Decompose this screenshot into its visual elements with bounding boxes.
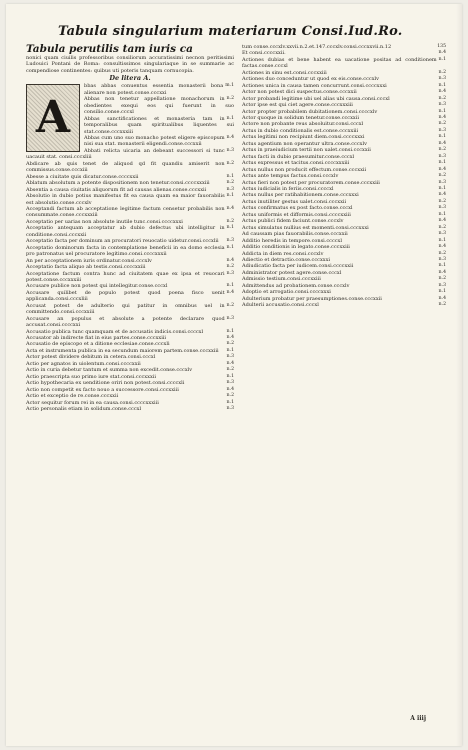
entry-text: Administrator potest agere.conse.cccxl xyxy=(242,269,342,276)
initial-block xyxy=(26,83,234,412)
entry-reference: n.2 xyxy=(226,180,234,186)
entry-reference: n.1 xyxy=(438,160,446,166)
entry-reference: n.2 xyxy=(438,69,446,75)
entry-text: Abbati relicta uicaria an debeant successori si tunc uacauit stat. consi.cccxliii xyxy=(26,147,225,161)
entry-reference: n.4 xyxy=(438,114,446,120)
entry-reference: n.4 xyxy=(226,205,234,211)
entry-reference: n.1 xyxy=(226,244,234,250)
entry-reference: n.2 xyxy=(226,218,234,224)
table-title: Tabula perutilis tam iuris ca xyxy=(26,43,193,55)
entry-reference: n.1 xyxy=(226,173,234,179)
entry-text: Acceptatio per uarias non absolute inutile tunc.consi.ccccxxxi xyxy=(26,218,183,225)
entry-text: Acceptatio dominorum facta in contemplatione beneficii in ea domo ecclesia pro patronatus uel procuratore legitimo.consi.ccccxxxii xyxy=(26,244,225,258)
entry-text: bbas abbas conuentus essentia monasterii bona alienare non potest.conse.cccxxi xyxy=(84,83,224,96)
entry-reference: n.1 xyxy=(438,211,446,217)
entry-text: Actus nullus non producit effectum.conse.cccxxii xyxy=(242,166,367,173)
entry-text: Admittendus ad probationem.conse.cccxlv xyxy=(242,282,350,289)
entry-reference: m.1 xyxy=(225,83,234,89)
entry-text: Actus nullus per ratihabitionem.conse.cccxxxi xyxy=(242,192,359,199)
entry-text: Adiectio et detractio.conse.cccxxxi xyxy=(242,256,331,263)
entry-text: Actus confirmatus ex post facto.conse.cccxl xyxy=(242,205,353,212)
entry-reference: n.2 xyxy=(226,367,234,373)
entry-text: Abdicare ab quis tenet de aliquod qd fit quandiu amiserit non commissus.conse.cccxiii xyxy=(26,160,225,174)
entry-text: Ad caussam pias fauorabilis.conse.cccxxii xyxy=(242,231,348,238)
entry-text: Actore non probante reus absoluitur.consi.cccxl xyxy=(242,121,364,128)
entry-reference: n.1 xyxy=(226,283,234,289)
signature-mark: A iiij xyxy=(410,715,426,722)
entry-reference: n.1 xyxy=(438,108,446,114)
entry-reference: n.2 xyxy=(438,224,446,230)
entry-text: tum conse.cccxlv.xxvii.n.2.et.147.cccxlv.consi.cccxxvii.n.12 xyxy=(242,44,392,50)
entry-text: Actus facti in dubio praesumitur.conse.cccxl xyxy=(242,153,355,160)
entry-text: Accusator ab indirecte fiat in eius partes.conse.cccxxiii xyxy=(26,335,167,342)
entry-reference: n.3 xyxy=(226,315,234,321)
entry-text: Adiudicatio facta per iudicem.consi.ccccxxii xyxy=(242,263,354,270)
entry-reference: n.1 xyxy=(438,237,446,243)
entry-text: Actus expressus et tacitus.consi.ccccxxxiii xyxy=(242,160,350,167)
entry-reference: n.2 xyxy=(226,341,234,347)
entry-reference: n.1 xyxy=(226,193,234,199)
entry-reference: n.3 xyxy=(226,406,234,412)
entry-reference: 135 xyxy=(437,44,446,49)
entry-reference: n.2 xyxy=(226,302,234,308)
entry-text: Actio non competit ex facto nouo a successore.consi.cccxxiii xyxy=(26,386,179,393)
entry-text: Actor quoque in solidum tenetur.conse.cccxxii xyxy=(242,114,359,121)
entry-text: Accusare quilibet de populo potest quod poena fisco uenit applicanda.consi.cccxliii xyxy=(26,289,225,303)
entry-reference: n.4 xyxy=(438,50,446,56)
entry-reference: n.4 xyxy=(438,166,446,172)
index-entry xyxy=(26,303,234,316)
entry-text: Acceptatione factum contra hunc ad ciuitatem quae ex ipsa et reuocari potest.conse.cccxxxiii xyxy=(26,270,225,283)
entry-reference: n.1 xyxy=(226,347,234,353)
entry-reference: n.3 xyxy=(438,76,446,82)
entry-reference: n.4 xyxy=(438,295,446,301)
entry-text: Additio heredis in tempore.consi.ccccxl xyxy=(242,237,342,244)
index-entry xyxy=(26,193,234,206)
entry-text: Addicta in diem res.consi.cccxlv xyxy=(242,250,324,257)
index-entry xyxy=(26,161,234,174)
entry-reference: n.3 xyxy=(226,354,234,360)
entry-text: Actus ante tempus factus.consi.cccxlv xyxy=(242,173,339,180)
entry-text: Acceptandi factum ab acceptatione legitime factum censetur probabilis non consummate.conse.cccxxxiii xyxy=(26,205,225,219)
entry-text: Actus iudicialis in feriis.consi.ccccxl xyxy=(242,185,334,192)
entry-text: Adulterium probatur per praesumptiones.conse.cccxxii xyxy=(242,295,382,302)
entry-reference: n.4 xyxy=(226,257,234,263)
entry-text: Accusare publice non potest qui intellegitur.conse.cccxl xyxy=(26,283,168,290)
entry-text: Accusat potest de adulterio qui patitur in omnibus uel in committendo.consi.cccxxiii xyxy=(26,302,225,316)
index-entry xyxy=(26,290,234,303)
entry-reference: n.3 xyxy=(438,153,446,159)
section-heading-a: De litera A. xyxy=(109,74,151,83)
index-entry xyxy=(26,225,234,238)
entry-text: Actus simulatus nullius est momenti.consi.cccxxxi xyxy=(242,224,369,231)
entry-text: Actiones unica in causa tamen concurrunt.consi.ccccxxxi xyxy=(242,82,387,89)
entry-text: Actus in praeiudicium tertii non ualet.consi.cccxxii xyxy=(242,147,371,154)
entry-reference: n.1 xyxy=(438,82,446,88)
entry-text: Actor ipse est qui ciet agere.conse.cccxxxiii xyxy=(242,102,353,109)
right-column xyxy=(242,44,446,309)
entry-text: Actiones in sinu est.consi.cccxxiii xyxy=(242,69,327,76)
entry-text: Ablatum absolutum a potente dispositionem non tenetur.consi.ccccxxxiii xyxy=(26,180,210,187)
entry-reference: n.1 xyxy=(438,134,446,140)
entry-reference: n.2 xyxy=(438,250,446,256)
entry-text: Accusatio publica tunc quamquam et de accusatis indicis.consi.ccccxl xyxy=(26,328,204,335)
intro-paragraph: nonici quam ciuilis professoribus consiliorum accuratissimi necnon peritissimi Ludouici Pontani de Roma: consultissimos singulariaque in se summarie ac compendiose continentes: quibus uti poteris tanquam cornucopia. xyxy=(26,55,234,74)
entry-reference: n.2 xyxy=(226,160,234,166)
entry-reference: n.4 xyxy=(226,335,234,341)
entry-text: Additio conditionis in legato.conse.cccxxiii xyxy=(242,244,350,251)
left-column xyxy=(26,44,234,412)
entry-text: Acceptatio facta per dominum an procuratori reuocatio uidetur.consi.cccxlii xyxy=(26,238,219,245)
document-page xyxy=(6,4,462,746)
entry-text: Actus legitimi non recipiunt diem.consi.ccccxxxi xyxy=(242,134,365,141)
entry-reference: n.2 xyxy=(226,264,234,270)
entry-reference: n.2 xyxy=(438,302,446,308)
entry-reference: n.4 xyxy=(438,244,446,250)
entry-text: Actio et exceptio de re.conse.cccxxii xyxy=(26,393,119,400)
entry-reference: n.2 xyxy=(226,393,234,399)
entry-reference: n.2 xyxy=(438,147,446,153)
entry-reference: n.2 xyxy=(438,276,446,282)
entry-reference: n.1 xyxy=(438,56,446,62)
entry-text: Actor non potest dici suspectus.conse.cccxxii xyxy=(242,89,357,96)
entry-reference: n.3 xyxy=(438,282,446,288)
entry-text: Actus fieri non potest per procuratorem.conse.cccxxiii xyxy=(242,179,380,186)
entry-reference: n.3 xyxy=(226,147,234,153)
entry-text: Actio personalis etiam in solidum.conse.cccxl xyxy=(26,406,142,413)
right-entries xyxy=(242,44,446,309)
entry-text: Actor sequitur forum rei in ea causa.consi.ccccxxxiii xyxy=(26,399,159,406)
entry-text: Admissio testium.consi.cccxxiii xyxy=(242,276,321,283)
entry-reference: n.3 xyxy=(438,102,446,108)
entry-reference: n.1 xyxy=(226,399,234,405)
entry-text: Acta et instrumenta publica in ea secundum maiorem partem.conse.cccxxiii xyxy=(26,347,219,354)
entry-reference: n.1 xyxy=(438,289,446,295)
index-entry xyxy=(26,316,234,329)
entry-text: Abesse a ciuitate quis dicatur.conse.ccccxxii xyxy=(26,173,139,180)
entry-text: Actus in dubio conditionalis est.conse.cccxxiii xyxy=(242,127,359,134)
entry-reference: n.4 xyxy=(226,386,234,392)
entry-text: Actio in curia debetur tantum et summa non excedit.conse.cccxlv xyxy=(26,367,193,374)
entry-text: Actiones dubias et bene habent ea uacatione positas ad conditionem factas.conse.cccxl xyxy=(242,56,437,70)
entry-reference: n.2 xyxy=(438,173,446,179)
entry-reference: n.4 xyxy=(226,289,234,295)
index-entry xyxy=(26,206,234,219)
decorated-initial: A xyxy=(26,84,80,152)
entry-reference: n.4 xyxy=(226,134,234,140)
entry-reference: n.4 xyxy=(438,192,446,198)
entry-reference: n.1 xyxy=(226,373,234,379)
page-edge-shade xyxy=(456,4,462,746)
entry-reference: n.4 xyxy=(438,89,446,95)
entry-reference: n.1 xyxy=(226,225,234,231)
entry-text: Adulterii accusatio.consi.cccxl xyxy=(242,302,319,309)
entry-reference: n.3 xyxy=(438,127,446,133)
entry-reference: n.4 xyxy=(438,140,446,146)
entry-reference: n.4 xyxy=(226,360,234,366)
entry-text: Et consi.ccccxxii. xyxy=(242,50,286,57)
entry-reference: n.4 xyxy=(438,269,446,275)
entry-reference: n.2 xyxy=(226,96,234,102)
entry-text: Actio hypothecaria ex uenditione oriri non potest.consi.ccccxli xyxy=(26,380,185,387)
entry-text: Acceptatio facta aliquo ab testis.consi.ccccxxiii xyxy=(26,264,146,271)
entry-reference: n.1 xyxy=(438,185,446,191)
entry-text: Actus publici fidem faciunt.conse.cccxlv xyxy=(242,218,344,225)
entry-reference: n.3 xyxy=(226,186,234,192)
entry-reference: n.4 xyxy=(438,218,446,224)
entry-text: Accusare an populus et absolute a potente declarare quod accusat.consi.ccccxxi xyxy=(26,315,225,329)
entry-text: Actor probandi legitime ubi uel alias ubi causa.consi.cccxl xyxy=(242,95,390,102)
entry-reference: n.1 xyxy=(226,328,234,334)
entry-reference: n.3 xyxy=(438,256,446,262)
entry-text: Actor potest dividere debitum in cetera.consi.cccxl xyxy=(26,354,156,361)
entry-reference: n.3 xyxy=(438,205,446,211)
entry-text: Actio praescripta suo primo iure stat.consi.cccxxxii xyxy=(26,373,156,380)
entry-reference: n.3 xyxy=(226,238,234,244)
index-entry xyxy=(242,57,446,70)
entry-text: Actor propter probabilem dubitationem.consi.ccccxlv xyxy=(242,108,378,115)
entry-reference: n.3 xyxy=(226,270,234,276)
entry-text: Adoptio et arrogatio.consi.ccccxxxi xyxy=(242,289,331,296)
entry-reference: n.2 xyxy=(438,198,446,204)
page-header: Tabula singularium materiarum Consi.Iud.Ro. xyxy=(58,24,403,39)
entry-reference: n.1 xyxy=(226,115,234,121)
entry-reference: n.3 xyxy=(438,231,446,237)
entry-text: Actus agentium non operantur ultra.conse.cccxlv xyxy=(242,140,367,147)
entry-text: Abbas cum uno suo monacho potest eligere episcopum nisi sua stat. monasterii eligendi.conse.cccxxii xyxy=(84,134,225,148)
entry-text: Actiones duo conceduntur ut quod ex eis.conse.cccxlv xyxy=(242,76,379,83)
entry-text: Abbas non tenetur appellatione monachorum in obedientes exequi eos qui fuerunt in suo consilio.conse.cccxl xyxy=(84,96,234,116)
entry-text: Actio per agnatos in uiolentum.consi.ccccxxii xyxy=(26,360,141,367)
entry-text: Abbas sanctificationes et monasteria tam in temporalibus quam spiritualibus liquentes sui stat.conse.cccxxxiii xyxy=(84,115,234,135)
index-entry xyxy=(242,302,446,308)
entry-text: Actus inutiliter gestus ualet.consi.cccxxii xyxy=(242,198,347,205)
entry-text: Acceptatio antequam acceptatur ab dubio defectus ubi intelligitur in conditione.consi.cccxxii xyxy=(26,225,225,238)
entry-reference: n.3 xyxy=(226,380,234,386)
entry-reference: n.1 xyxy=(438,263,446,269)
entry-text: An per acceptationem iuris ordinatur.consi.cccxlv xyxy=(26,257,152,264)
entry-text: Absentia a causa ciuitatis aliquorum fit ad causas alienas.conse.cccxxii xyxy=(26,186,207,193)
entry-reference: n.2 xyxy=(438,95,446,101)
index-entry xyxy=(26,406,234,412)
index-entry xyxy=(26,245,234,258)
entry-text: Accusatio de episcopo et a ditione ecclesiae.conse.cccxli xyxy=(26,341,170,348)
entry-text: Absolutio in dubio potius manifestus fit ea causa quam ea maior fauorabilis est absolutio.conse.cccxlv xyxy=(26,193,225,206)
entry-reference: n.3 xyxy=(438,179,446,185)
entry-text: Actus uniformis et difformis.consi.ccccxxiii xyxy=(242,211,351,218)
index-entry xyxy=(26,271,234,284)
entry-reference: n.2 xyxy=(438,121,446,127)
